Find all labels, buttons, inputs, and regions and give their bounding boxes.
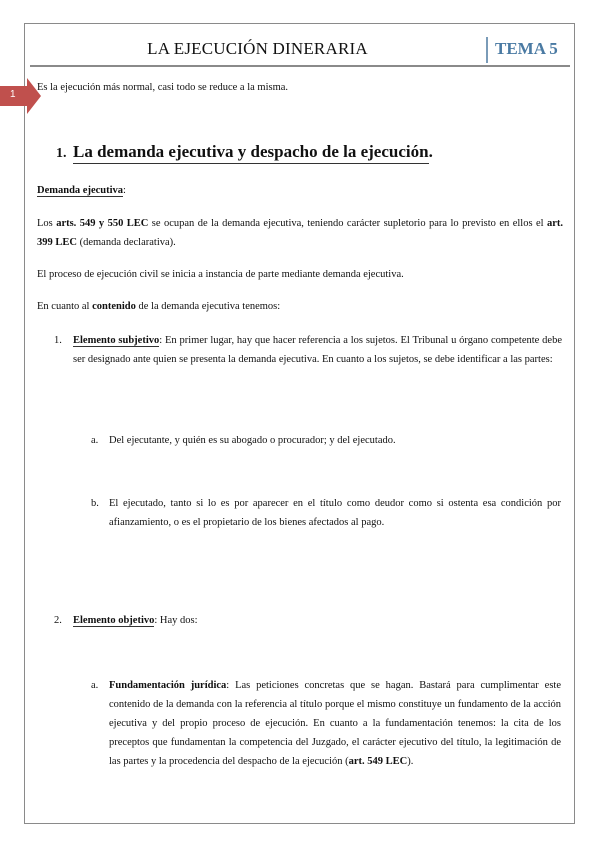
sub-list-letter: b.: [91, 498, 99, 509]
section-number: 1.: [56, 146, 67, 161]
section-heading: [73, 142, 433, 162]
page-number-badge: [0, 86, 27, 106]
paragraph-articles: [37, 214, 563, 252]
text-run: Los: [37, 218, 57, 229]
list-number: 1.: [54, 335, 62, 346]
paragraph-process: El proceso de ejecución civil se inicia a instancia de parte mediante demanda ejecutiva.: [37, 269, 404, 280]
text-run: ).: [407, 756, 414, 767]
topic-tab-label: TEMA 5: [495, 39, 558, 58]
text-run: de la demanda ejecutiva tenemos:: [135, 301, 281, 312]
section-title: La demanda ejecutiva y despacho de la ejecución: [73, 142, 429, 164]
list-item-objective: [54, 611, 562, 630]
emphasis: contenido: [92, 301, 136, 312]
paragraph-content: [37, 297, 563, 316]
page-title: LA EJECUCIÓN DINERARIA: [147, 39, 368, 58]
item-label: Elemento objetivo: [73, 615, 155, 626]
list-item-subjective: [54, 331, 562, 369]
subheading: [37, 181, 126, 200]
sub-list-text: El ejecutado, tanto si lo es por aparecer en el título como deudor como si ostenta esa condición por afianzamiento, o es el propietario de los bienes afectados al pago.: [109, 498, 561, 528]
subheading-label: Demanda ejecutiva: [37, 185, 124, 196]
list-number: 2.: [54, 615, 62, 626]
article-reference: art. 399 LEC: [37, 218, 564, 248]
intro-paragraph: Es la ejecución más normal, casi todo se reduce a la misma.: [37, 82, 289, 93]
sub-list-item: [91, 431, 561, 450]
sub-list-item: [91, 676, 561, 771]
article-reference: arts. 549 y 550 LEC: [56, 218, 149, 229]
section-title-suffix: .: [428, 142, 433, 161]
sub-list-text: : Las peticiones concretas que se hagan. Bastará para cumplimentar este contenido de la demanda con la referencia al título porque el mismo constituye un fundamento de la acción ejecutiva y del propio proceso de ejecución. En cuanto a la fundamentación tenemos: la cita de los preceptos que fundamentan la competencia del Juzgado, el carácter ejecutivo del título, la legitimación de las partes y la procedencia del despacho de la ejecución (: [109, 680, 561, 767]
text-run: En cuanto al: [37, 301, 93, 312]
sub-list-letter: a.: [91, 435, 99, 446]
page-number: 1: [10, 89, 16, 100]
article-reference: art. 549 LEC: [348, 756, 408, 767]
text-run: (demanda declarativa).: [76, 237, 176, 248]
item-label: Elemento subjetivo: [73, 335, 160, 346]
item-text: : Hay dos:: [154, 615, 198, 626]
sub-item-label: Fundamentación jurídica: [109, 680, 227, 691]
sub-list-letter: a.: [91, 680, 99, 691]
sub-list-item: [91, 494, 561, 532]
text-run: se ocupan de la demanda ejecutiva, teniendo carácter supletorio para lo previsto en ellos el: [148, 218, 547, 229]
topic-tab: [486, 37, 568, 63]
sub-list-text: Del ejecutante, y quién es su abogado o procurador; y del ejecutado.: [109, 435, 396, 446]
item-text: : En primer lugar, hay que hacer referencia a los sujetos. El Tribunal u órgano competente debe ser designado ante quien se presenta la demanda ejecutiva. En cuanto a los sujetos, se debe identificar a las partes:: [73, 335, 562, 365]
header-divider: [30, 65, 570, 67]
subheading-suffix: :: [123, 185, 126, 196]
